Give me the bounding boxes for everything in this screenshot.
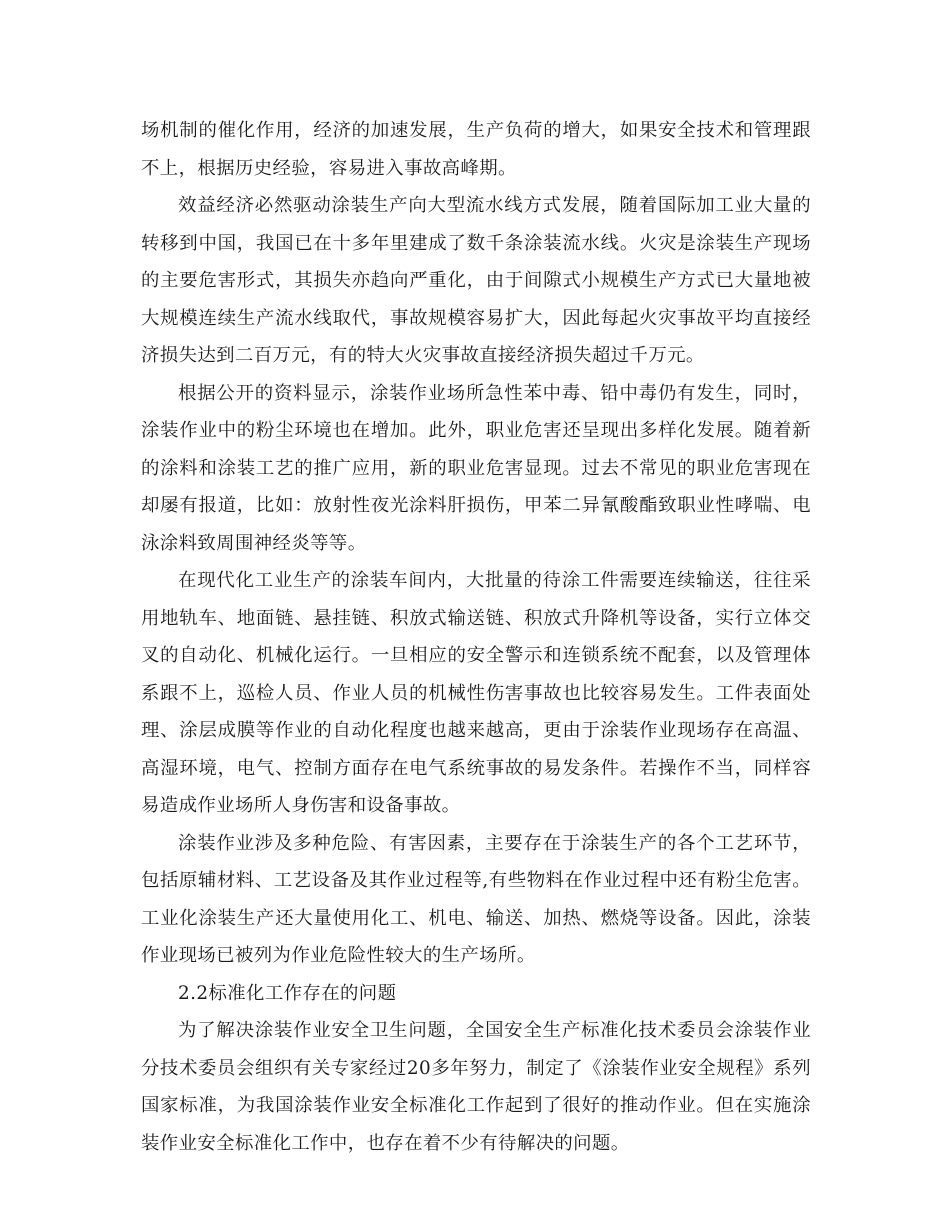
- paragraph-3: 根据公开的资料显示，涂装作业场所急性苯中毒、铅中毒仍有发生，同时，涂装作业中的粉尘环境也在增加。此外，职业危害还呈现出多样化发展。随着新的涂料和涂装工艺的推广应用，新的职业危害显现。过去不常见的职业危害现在却屡有报道，比如：放射性夜光涂料肝损伤，甲苯二异氰酸酯致职业性哮喘、电泳涂料致周围神经炎等等。: [141, 382, 811, 554]
- paragraph-2: 效益经济必然驱动涂装生产向大型流水线方式发展，随着国际加工业大量的转移到中国，我国已在十多年里建成了数千条涂装流水线。火灾是涂装生产现场的主要危害形式，其损失亦趋向严重化，由于间隙式小规模生产方式已大量地被大规模连续生产流水线取代，事故规模容易扩大，因此每起火灾事故平均直接经济损失达到二百万元，有的特大火灾事故直接经济损失超过千万元。: [141, 195, 811, 366]
- paragraph-5: 涂装作业涉及多种危险、有害因素，主要存在于涂装生产的各个工艺环节，包括原辅材料、工艺设备及其作业过程等,有些物料在作业过程中还有粉尘危害。工业化涂装生产还大量使用化工、机电、输送、加热、燃烧等设备。因此，涂装作业现场已被列为作业危险性较大的生产场所。: [141, 832, 811, 966]
- paragraph-4: 在现代化工业生产的涂装车间内，大批量的待涂工件需要连续输送，往往采用地轨车、地面链、悬挂链、积放式输送链、积放式升降机等设备，实行立体交叉的自动化、机械化运行。一旦相应的安全警示和连锁系统不配套，以及管理体系跟不上，巡检人员、作业人员的机械性伤害事故也比较容易发生。工件表面处理、涂层成膜等作业的自动化程度也越来越高，更由于涂装作业现场存在高温、高湿环境，电气、控制方面存在电气系统事故的易发条件。若操作不当，同样容易造成作业场所人身伤害和设备事故。: [141, 570, 811, 816]
- paragraph-6: 为了解决涂装作业安全卫生问题，全国安全生产标准化技术委员会涂装作业分技术委员会组织有关专家经过20多年努力，制定了《涂装作业安全规程》系列国家标准，为我国涂装作业安全标准化工作起到了很好的推动作业。但在实施涂装作业安全标准化工作中，也存在着不少有待解决的问题。: [141, 1020, 811, 1154]
- document-page: [141, 112, 811, 1162]
- section-heading: 2.2标准化工作存在的问题: [178, 982, 397, 1004]
- paragraph-1: 场机制的催化作用，经济的加速发展，生产负荷的增大，如果安全技术和管理跟不上，根据历史经验，容易进入事故高峰期。: [141, 120, 811, 179]
